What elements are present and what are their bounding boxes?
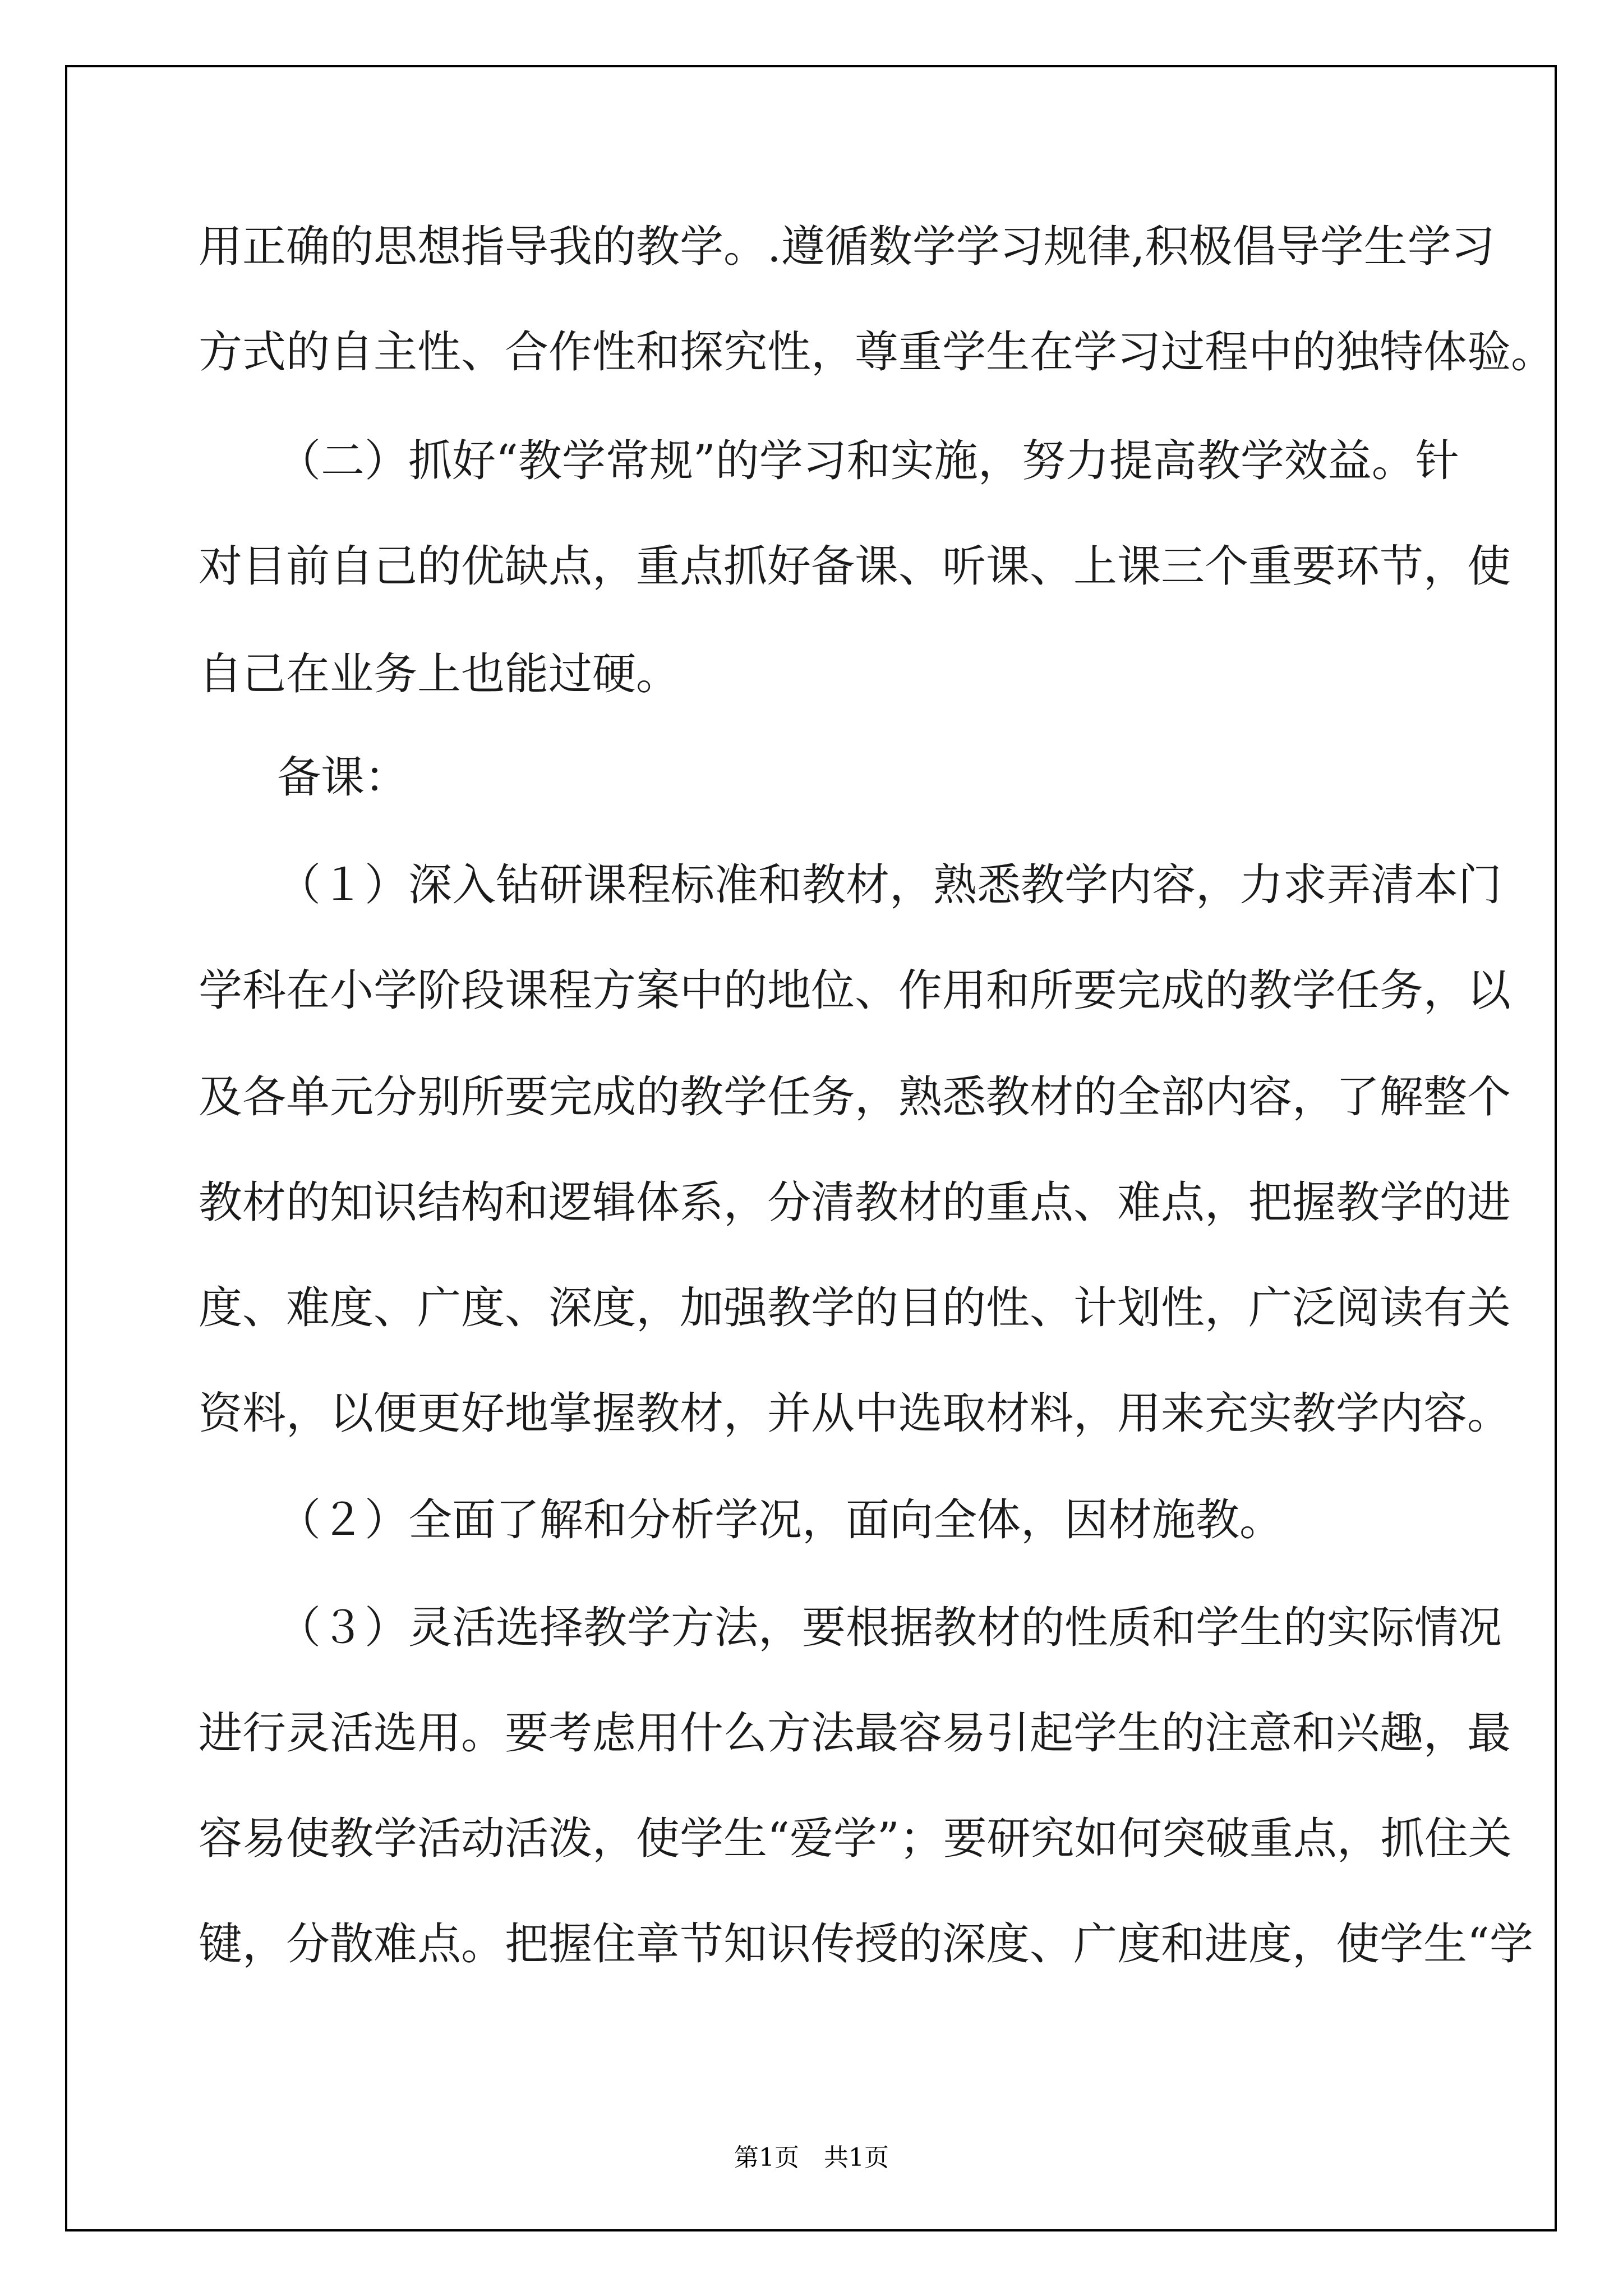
- text-line: 对目前自己的优缺点，重点抓好备课、听课、上课三个重要环节，使: [199, 541, 1511, 592]
- text-line: 学科在小学阶段课程方案中的地位、作用和所要完成的教学任务，以: [199, 965, 1511, 1016]
- text-line: 容易使教学活动活泼，使学生“爱学”；要研究如何突破重点，抓住关: [199, 1814, 1512, 1864]
- text-line: （２）全面了解和分析学况，面向全体，因材施教。: [277, 1495, 1284, 1545]
- page-footer: 第1页 共1页: [734, 2143, 889, 2172]
- page-border: [65, 65, 1557, 2231]
- text-line: 备课：: [277, 752, 409, 803]
- text-line: 度、难度、广度、深度，加强教学的目的性、计划性，广泛阅读有关: [199, 1283, 1511, 1333]
- text-line: （１）深入钻研课程标准和教材，熟悉教学内容，力求弄清本门: [277, 860, 1502, 910]
- text-line: 方式的自主性、合作性和探究性，尊重学生在学习过程中的独特体验。: [199, 327, 1555, 378]
- text-line: 进行灵活选用。要考虑用什么方法最容易引起学生的注意和兴趣，最: [199, 1708, 1511, 1759]
- text-line: 用正确的思想指导我的教学。.遵循数学学习规律,积极倡导学生学习: [199, 222, 1495, 272]
- text-line: 键，分散难点。把握住章节知识传授的深度、广度和进度，使学生“学: [199, 1919, 1533, 1970]
- text-line: （３）灵活选择教学方法，要根据教材的性质和学生的实际情况: [277, 1603, 1502, 1653]
- text-line: 教材的知识结构和逻辑体系，分清教材的重点、难点，把握教学的进: [199, 1177, 1511, 1228]
- text-line: 及各单元分别所要完成的教学任务，熟悉教材的全部内容，了解整个: [199, 1072, 1511, 1122]
- text-line: 资料，以便更好地掌握教材，并从中选取材料，用来充实教学内容。: [199, 1388, 1511, 1439]
- text-line: （二）抓好“教学常规”的学习和实施，努力提高教学效益。针: [277, 436, 1459, 486]
- text-line: 自己在业务上也能过硬。: [199, 649, 680, 700]
